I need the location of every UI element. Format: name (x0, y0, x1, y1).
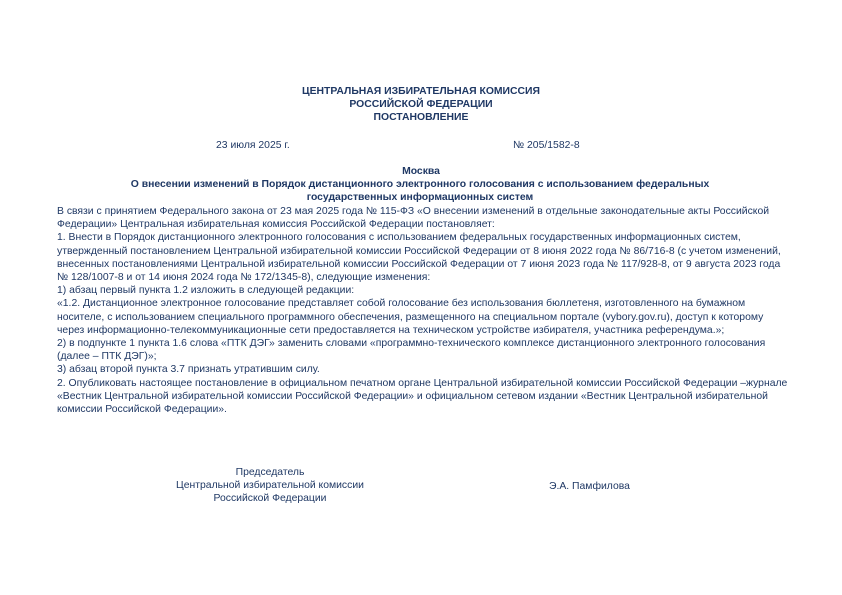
body-paragraph-item-2: 2. Опубликовать настоящее постановление в официальном печатном органе Центральной избирательной комиссии Российской Федерации –журнале «Вестник Центральной избирательной комиссии Российской Федерации» и официальном сетевом издании «Вестник Центральной избирательной комиссии Российской Федерации». (57, 377, 788, 416)
document-body (57, 205, 789, 416)
header-country-name: РОССИЙСКОЙ ФЕДЕРАЦИИ (349, 99, 493, 111)
body-paragraph-subitem-1: 1) абзац первый пункта 1.2 изложить в следующей редакции: (57, 285, 355, 297)
body-paragraph-preamble: В связи с принятием Федерального закона от 23 мая 2025 года № 115-ФЗ «О внесении изменений в отдельные законодательные акты Российской Федерации» Центральная избирательная комиссия Российской Федерации постановляет: (57, 206, 770, 231)
title-line-1: О внесении изменений в Порядок дистанционного электронного голосования с использованием федеральных (130, 179, 710, 190)
document-title (70, 178, 770, 204)
signature-position-line-2: Центральной избирательной комиссии (176, 480, 364, 492)
document-date: 23 июля 2025 г. (216, 140, 290, 151)
header-commission-name: ЦЕНТРАЛЬНАЯ ИЗБИРАТЕЛЬНАЯ КОМИССИЯ (302, 86, 540, 97)
signature-position-line-3: Российской Федерации (213, 493, 327, 505)
header-document-type: ПОСТАНОВЛЕНИЕ (373, 112, 469, 124)
body-paragraph-item-1: 1. Внести в Порядок дистанционного электронного голосования с использованием федеральных государственных информационных систем, утвержденный постановлением Центральной избирательной комиссии Российской Федерации от 8 июня 2022 года № 86/716-8 (с учетом изменений, внесенных постановлениями Центральной избирательной комиссии Российской Федерации от 7 июня 2023 года № 117/928-8, от 9 августа 2023 года № 128/1007-8 и от 14 июня 2024 года № 172/1345-8), следующие изменения: (57, 232, 781, 284)
title-line-2: государственных информационных систем (306, 192, 534, 204)
signature-position-line-1: Председатель (235, 467, 305, 478)
document-city: Москва (402, 166, 440, 177)
signature-position (140, 466, 400, 506)
signature-name: Э.А. Памфилова (549, 481, 630, 492)
body-paragraph-subitem-2: 2) в подпункте 1 пункта 1.6 слова «ПТК ДЭГ» заменить словами «программно-технического комплексе дистанционного электронного голосования (далее – ПТК ДЭГ)»; (57, 338, 766, 363)
body-paragraph-subitem-3: 3) абзац второй пункта 3.7 признать утратившим силу. (57, 364, 320, 376)
document-header (0, 85, 842, 125)
document-number: № 205/1582-8 (513, 140, 580, 151)
body-paragraph-quote-1-2: «1.2. Дистанционное электронное голосование представляет собой голосование без использования бюллетеня, изготовленного на бумажном носителе, с использованием специального программного обеспечения, размещенного на специальном портале (vybory.gov.ru), доступ к которому через информационно-телекоммуникационные сети предоставляется на техническом устройстве избирателя, участника референдума.»; (57, 298, 764, 336)
